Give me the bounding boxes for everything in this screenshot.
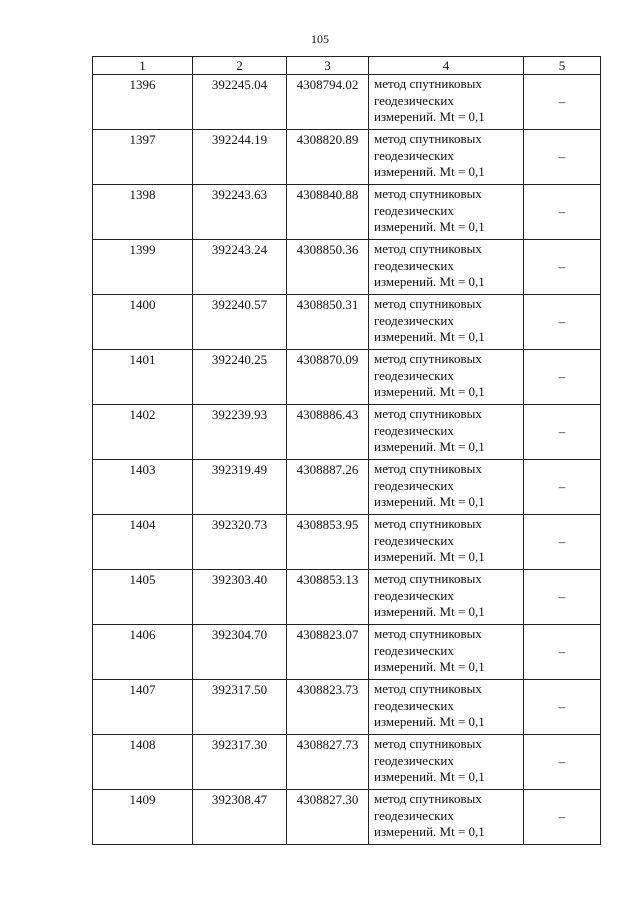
column-header-1: 1 [93,57,193,75]
point-number-cell: 1406 [93,625,193,680]
page-number: 105 [311,32,329,46]
point-number-cell: 1404 [93,515,193,570]
method-text-line: измерений. Mt = 0,1 [374,494,485,509]
x-coordinate-cell: 392317.50 [193,680,287,735]
method-text-line: измерений. Mt = 0,1 [374,659,485,674]
method-text-line: измерений. Mt = 0,1 [374,714,485,729]
method-text-line: геодезических [374,92,454,108]
method-text-line: метод спутниковых [374,406,482,421]
column-header-5: 5 [524,57,601,75]
method-text-line: метод спутниковых [374,131,482,146]
table-row [93,240,601,295]
column-header-4: 4 [369,57,524,75]
note-cell: – [524,570,601,625]
method-text-line: геодезических [374,697,454,713]
y-coordinate-cell: 4308827.73 [287,735,369,790]
point-number-cell: 1403 [93,460,193,515]
note-cell: – [524,350,601,405]
method-text-line: измерений. Mt = 0,1 [374,439,485,454]
y-coordinate-cell: 4308887.26 [287,460,369,515]
y-coordinate-cell: 4308886.43 [287,405,369,460]
y-coordinate-cell: 4308823.73 [287,680,369,735]
point-number-cell: 1398 [93,185,193,240]
method-text-line: измерений. Mt = 0,1 [374,604,485,619]
method-text-line: измерений. Mt = 0,1 [374,769,485,784]
method-cell [369,350,524,405]
method-text-line: метод спутниковых [374,351,482,366]
x-coordinate-cell: 392240.57 [193,295,287,350]
method-cell [369,295,524,350]
table-row [93,405,601,460]
x-coordinate-cell: 392320.73 [193,515,287,570]
x-coordinate-cell: 392239.93 [193,405,287,460]
method-cell [369,185,524,240]
method-text-line: метод спутниковых [374,76,482,91]
method-text-line: геодезических [374,532,454,548]
x-coordinate-cell: 392308.47 [193,790,287,845]
method-text-line: метод спутниковых [374,296,482,311]
method-text-line: измерений. Mt = 0,1 [374,164,485,179]
method-text-line: геодезических [374,642,454,658]
table-row [93,680,601,735]
method-cell [369,515,524,570]
table-row [93,515,601,570]
table-row [93,460,601,515]
y-coordinate-cell: 4308794.02 [287,75,369,130]
method-cell [369,680,524,735]
x-coordinate-cell: 392319.49 [193,460,287,515]
point-number-cell: 1400 [93,295,193,350]
y-coordinate-cell: 4308853.13 [287,570,369,625]
point-number-cell: 1396 [93,75,193,130]
method-text-line: геодезических [374,477,454,493]
y-coordinate-cell: 4308823.07 [287,625,369,680]
method-text-line: геодезических [374,587,454,603]
method-text-line: метод спутниковых [374,626,482,641]
note-cell: – [524,75,601,130]
point-number-cell: 1401 [93,350,193,405]
method-text-line: геодезических [374,257,454,273]
method-text-line: геодезических [374,752,454,768]
note-cell: – [524,130,601,185]
point-number-cell: 1397 [93,130,193,185]
x-coordinate-cell: 392243.24 [193,240,287,295]
table-row [93,625,601,680]
x-coordinate-cell: 392303.40 [193,570,287,625]
point-number-cell: 1409 [93,790,193,845]
note-cell: – [524,405,601,460]
method-cell [369,460,524,515]
method-text-line: измерений. Mt = 0,1 [374,329,485,344]
column-header-2: 2 [193,57,287,75]
point-number-cell: 1407 [93,680,193,735]
y-coordinate-cell: 4308853.95 [287,515,369,570]
table-row [93,295,601,350]
method-text-line: измерений. Mt = 0,1 [374,549,485,564]
point-number-cell: 1402 [93,405,193,460]
table-row [93,75,601,130]
note-cell: – [524,680,601,735]
method-text-line: метод спутниковых [374,736,482,751]
note-cell: – [524,460,601,515]
x-coordinate-cell: 392245.04 [193,75,287,130]
y-coordinate-cell: 4308820.89 [287,130,369,185]
method-text-line: измерений. Mt = 0,1 [374,109,485,124]
method-text-line: геодезических [374,807,454,823]
method-text-line: геодезических [374,312,454,328]
method-text-line: измерений. Mt = 0,1 [374,824,485,839]
point-number-cell: 1408 [93,735,193,790]
table-row [93,790,601,845]
method-cell [369,75,524,130]
note-cell: – [524,790,601,845]
note-cell: – [524,515,601,570]
x-coordinate-cell: 392244.19 [193,130,287,185]
method-text-line: метод спутниковых [374,186,482,201]
method-cell [369,405,524,460]
table-row [93,130,601,185]
y-coordinate-cell: 4308850.36 [287,240,369,295]
x-coordinate-cell: 392317.30 [193,735,287,790]
note-cell: – [524,735,601,790]
y-coordinate-cell: 4308850.31 [287,295,369,350]
note-cell: – [524,185,601,240]
method-text-line: метод спутниковых [374,461,482,476]
point-number-cell: 1399 [93,240,193,295]
method-cell [369,240,524,295]
method-text-line: метод спутниковых [374,241,482,256]
note-cell: – [524,625,601,680]
table-row [93,570,601,625]
table-header [93,57,601,75]
method-text-line: измерений. Mt = 0,1 [374,384,485,399]
method-text-line: измерений. Mt = 0,1 [374,274,485,289]
y-coordinate-cell: 4308840.88 [287,185,369,240]
note-cell: – [524,240,601,295]
method-cell [369,625,524,680]
method-cell [369,130,524,185]
y-coordinate-cell: 4308870.09 [287,350,369,405]
header-row [93,57,601,75]
method-text-line: геодезических [374,147,454,163]
y-coordinate-cell: 4308827.30 [287,790,369,845]
x-coordinate-cell: 392240.25 [193,350,287,405]
x-coordinate-cell: 392304.70 [193,625,287,680]
method-text-line: метод спутниковых [374,681,482,696]
method-text-line: геодезических [374,422,454,438]
method-cell [369,735,524,790]
method-cell [369,790,524,845]
method-text-line: геодезических [374,367,454,383]
x-coordinate-cell: 392243.63 [193,185,287,240]
method-text-line: метод спутниковых [374,516,482,531]
table-row [93,185,601,240]
method-text-line: метод спутниковых [374,791,482,806]
table-row [93,350,601,405]
method-text-line: измерений. Mt = 0,1 [374,219,485,234]
method-cell [369,570,524,625]
method-text-line: геодезических [374,202,454,218]
column-header-3: 3 [287,57,369,75]
table-row [93,735,601,790]
point-number-cell: 1405 [93,570,193,625]
note-cell: – [524,295,601,350]
table-body [93,75,601,845]
coordinates-table [92,56,601,845]
method-text-line: метод спутниковых [374,571,482,586]
